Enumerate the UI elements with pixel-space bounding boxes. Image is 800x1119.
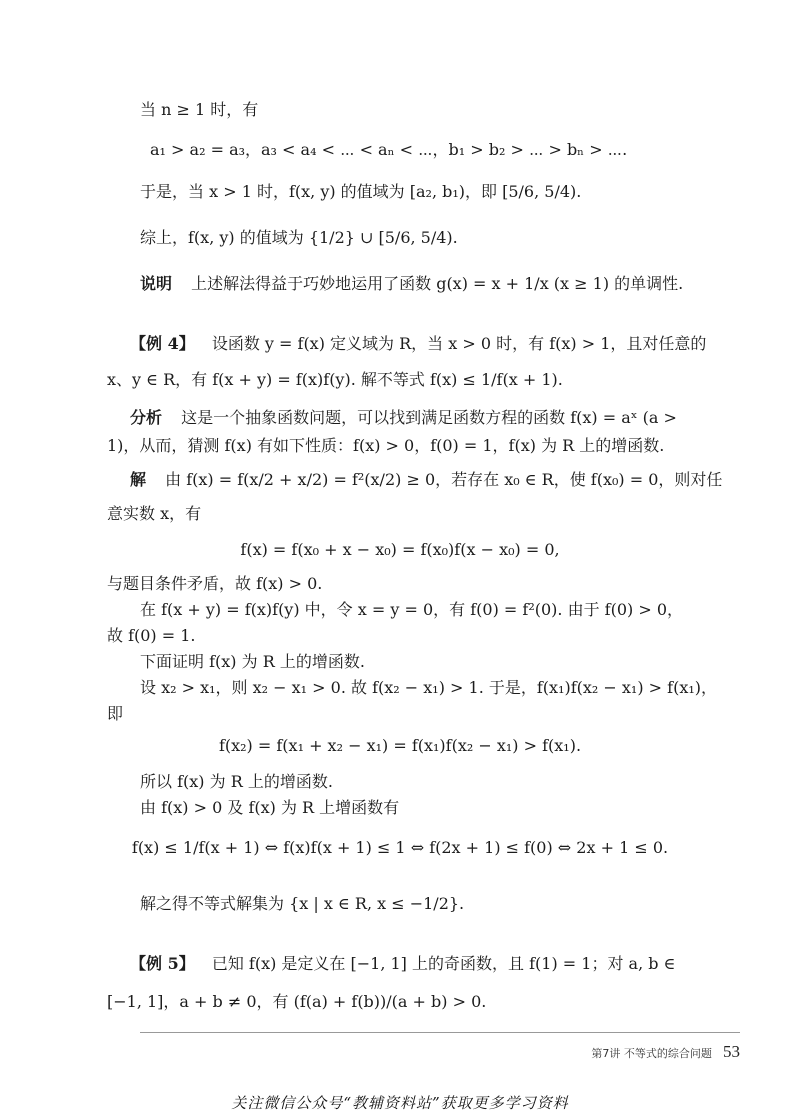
text-line: 由 f(x) > 0 及 f(x) 为 R 上增函数有	[140, 798, 400, 817]
text-line: 综上，f(x, y) 的值域为 {1/2} ∪ [5/6, 5/4).	[140, 228, 458, 247]
page-footer	[591, 1042, 740, 1062]
text-line: [−1, 1]，a + b ≠ 0，有 (f(a) + f(b))/(a + b) > 0.	[107, 992, 487, 1011]
page-number: 53	[723, 1042, 740, 1061]
text-line: 于是，当 x > 1 时，f(x, y) 的值域为 [a₂, b₁)，即 [5/6, 5/4).	[140, 182, 582, 201]
solution-text: 由 f(x) = f(x/2 + x/2) = f²(x/2) ≥ 0，若存在 x₀ ∈ R，使 f(x₀) = 0，则对任	[165, 470, 723, 489]
text-line: 与题目条件矛盾，故 f(x) > 0.	[107, 574, 323, 593]
example-4-heading	[130, 334, 706, 355]
solution-paragraph	[130, 470, 722, 491]
footer-divider	[140, 1032, 740, 1033]
chapter-title: 第7讲 不等式的综合问题	[591, 1047, 712, 1060]
example-label: 【例 5】	[130, 954, 195, 973]
text-line: 即	[107, 704, 124, 723]
text-line: 下面证明 f(x) 为 R 上的增函数.	[140, 652, 365, 671]
example-5-heading	[130, 954, 675, 975]
text-line: 当 n ≥ 1 时，有	[140, 100, 259, 119]
text-line: 1)，从而，猜测 f(x) 有如下性质：f(x) > 0，f(0) = 1，f(x) 为 R 上的增函数.	[107, 436, 665, 455]
note-label: 说明	[140, 274, 173, 293]
text-line: 所以 f(x) 为 R 上的增函数.	[140, 772, 333, 791]
watermark-text: 关注微信公众号“教辅资料站”获取更多学习资料	[231, 1094, 569, 1112]
text-line: x、y ∈ R，有 f(x + y) = f(x)f(y). 解不等式 f(x) ≤ 1/f(x + 1).	[107, 370, 563, 389]
text-line: 解之得不等式解集为 {x | x ∈ R, x ≤ −1/2}.	[140, 894, 465, 913]
solution-label: 解	[130, 470, 147, 489]
note-paragraph	[140, 274, 683, 295]
note-text: 上述解法得益于巧妙地运用了函数 g(x) = x + 1/x (x ≥ 1) 的单调性.	[191, 274, 684, 293]
analysis-paragraph	[130, 408, 677, 429]
text-line: 意实数 x，有	[107, 504, 202, 523]
display-equation: f(x₂) = f(x₁ + x₂ − x₁) = f(x₁)f(x₂ − x₁) > f(x₁).	[218, 736, 582, 755]
analysis-text: 这是一个抽象函数问题，可以找到满足函数方程的函数 f(x) = aˣ (a >	[181, 408, 677, 427]
example-text: 设函数 y = f(x) 定义域为 R，当 x > 0 时，有 f(x) > 1，且对任意的	[211, 334, 707, 353]
text-line: 设 x₂ > x₁，则 x₂ − x₁ > 0. 故 f(x₂ − x₁) > 1. 于是，f(x₁)f(x₂ − x₁) > f(x₁)，	[140, 678, 718, 697]
analysis-label: 分析	[130, 408, 163, 427]
display-equation: f(x) = f(x₀ + x − x₀) = f(x₀)f(x − x₀) = 0,	[240, 540, 560, 559]
text-line: 在 f(x + y) = f(x)f(y) 中，令 x = y = 0，有 f(0) = f²(0). 由于 f(0) > 0，	[140, 600, 684, 619]
display-equation: f(x) ≤ 1/f(x + 1) ⇔ f(x)f(x + 1) ≤ 1 ⇔ f(2x + 1) ≤ f(0) ⇔ 2x + 1 ≤ 0.	[131, 838, 669, 857]
example-text: 已知 f(x) 是定义在 [−1, 1] 上的奇函数，且 f(1) = 1；对 a, b ∈	[211, 954, 676, 973]
math-sequence-line: a₁ > a₂ = a₃，a₃ < a₄ < ⋯ < aₙ < ⋯，b₁ > b₂ > ⋯ > bₙ > ⋯.	[150, 140, 628, 159]
example-label: 【例 4】	[130, 334, 195, 353]
text-line: 故 f(0) = 1.	[107, 626, 196, 645]
